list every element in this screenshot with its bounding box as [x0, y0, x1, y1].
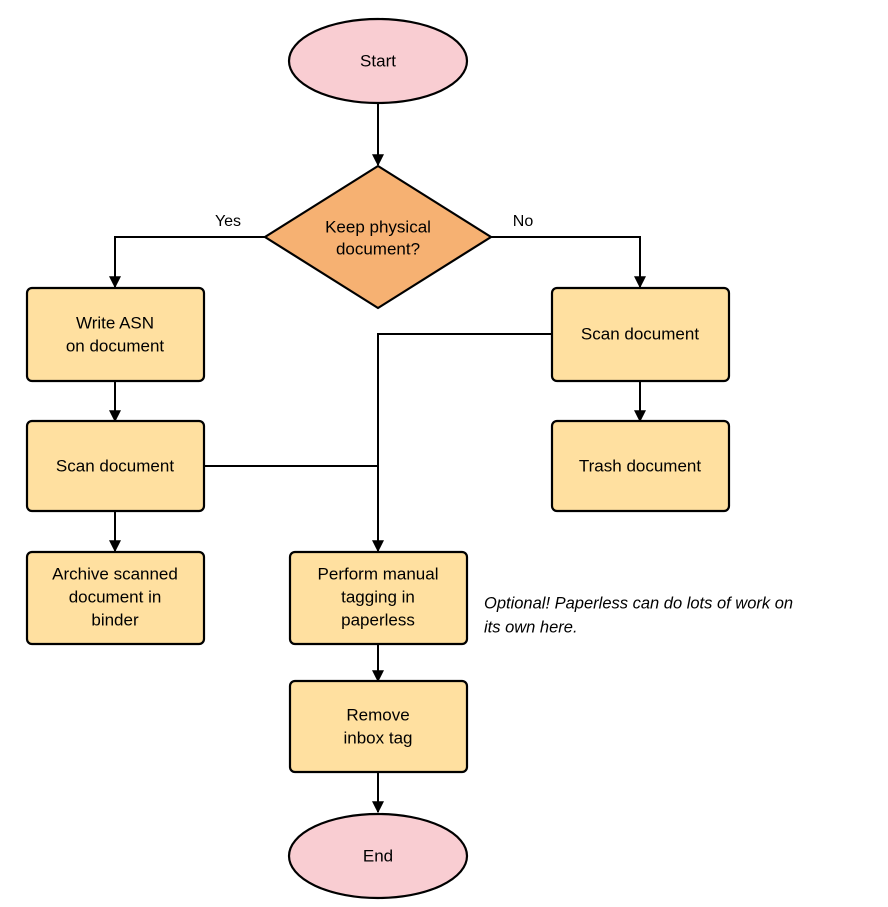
- edge-decision-no: [491, 237, 640, 287]
- remove-inbox-tag-shape: [290, 681, 467, 772]
- edge-label-yes: Yes: [214, 213, 242, 231]
- archive-label-line1: Archive scanned: [52, 564, 178, 584]
- decision-shape: [265, 166, 491, 308]
- node-start[interactable]: [289, 19, 467, 103]
- manual-tagging-label-line2: tagging in: [341, 587, 415, 607]
- optional-note-line2: its own here.: [484, 618, 578, 637]
- manual-tagging-label-line1: Perform manual: [317, 564, 439, 584]
- write-asn-shape: [27, 288, 204, 381]
- node-trash-document[interactable]: [552, 421, 729, 511]
- decision-label-line1: Keep physical: [325, 217, 431, 237]
- write-asn-label-line1: Write ASN: [75, 313, 155, 333]
- remove-inbox-tag-label-line2: inbox tag: [343, 728, 413, 748]
- archive-label-line2: document in: [68, 587, 162, 607]
- edge-scanright-to-tagging: [378, 334, 552, 551]
- archive-label-line3: binder: [91, 610, 139, 630]
- scan-document-left-label: Scan document: [55, 456, 175, 476]
- node-remove-inbox-tag[interactable]: [290, 681, 467, 772]
- node-scan-document-left[interactable]: [27, 421, 204, 511]
- node-write-asn[interactable]: [27, 288, 204, 381]
- start-label: Start: [360, 51, 396, 71]
- remove-inbox-tag-label-line1: Remove: [346, 705, 410, 725]
- optional-note-line1: Optional! Paperless can do lots of work on: [484, 594, 794, 613]
- write-asn-label-line2: on document: [65, 336, 165, 356]
- manual-tagging-label-line3: paperless: [341, 610, 415, 630]
- edge-decision-yes: [115, 237, 265, 287]
- optional-note: [484, 594, 793, 636]
- trash-document-label: Trash document: [578, 456, 702, 476]
- scan-document-right-label: Scan document: [580, 324, 700, 344]
- decision-label-line2: document?: [335, 239, 421, 259]
- node-archive-scanned-document[interactable]: [27, 552, 204, 644]
- node-end[interactable]: [289, 814, 467, 898]
- node-manual-tagging[interactable]: [290, 552, 467, 644]
- node-scan-document-right[interactable]: [552, 288, 729, 381]
- end-label: End: [362, 846, 394, 866]
- edge-label-no: No: [512, 213, 534, 231]
- node-decision-keep-physical-document[interactable]: [265, 166, 491, 308]
